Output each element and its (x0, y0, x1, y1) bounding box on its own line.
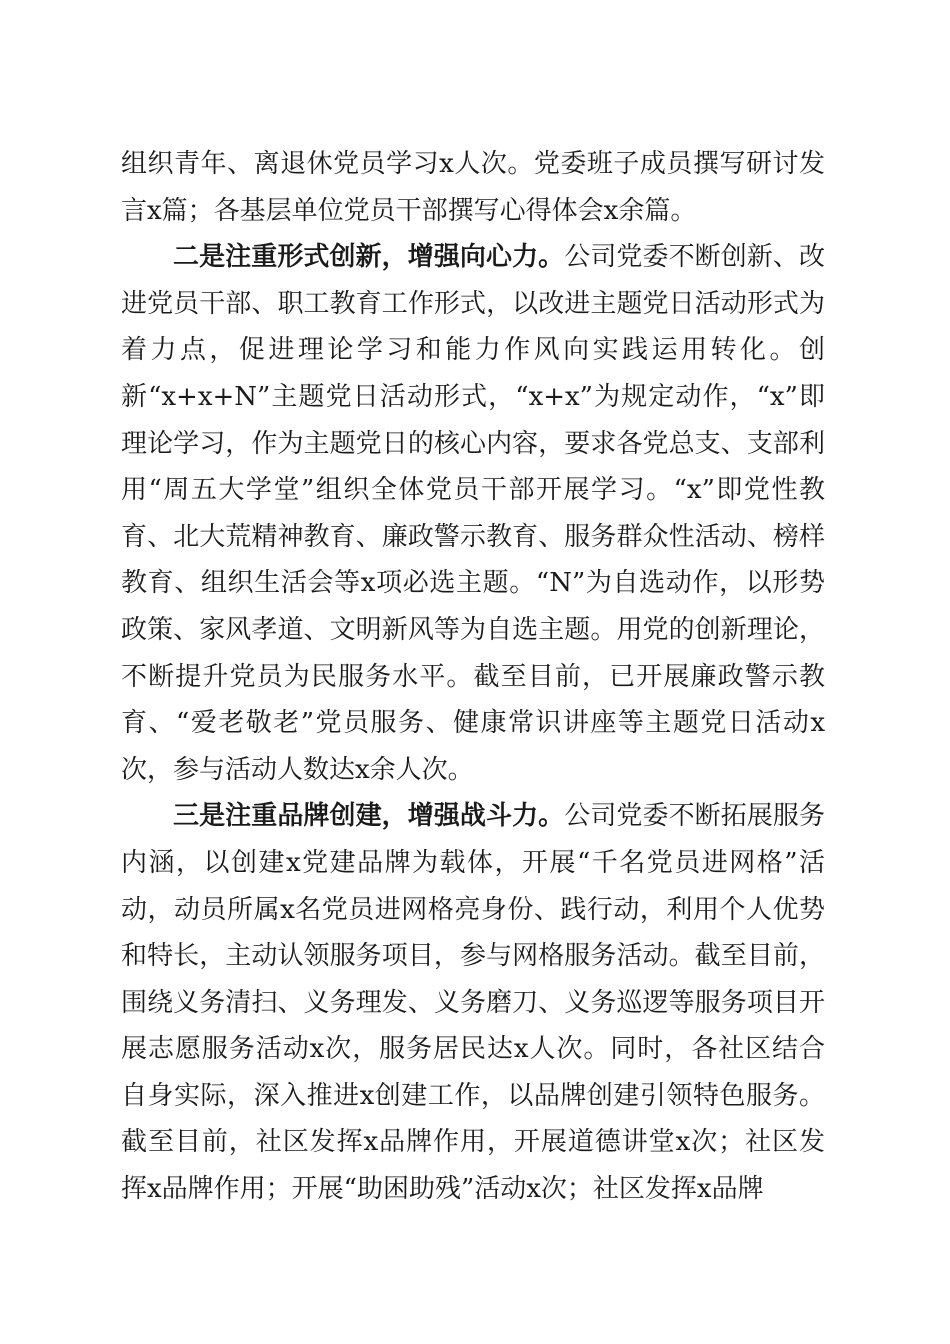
paragraph-2 (121, 234, 825, 793)
paragraph-3 (121, 793, 825, 1212)
document-body (121, 141, 825, 1213)
paragraph-1-text: 组织青年、离退休党员学习x人次。党委班子成员撰写研讨发言x篇；各基层单位党员干部撰写心得体会x余篇。 (121, 149, 825, 226)
paragraph-3-text: 公司党委不断拓展服务内涵，以创建x党建品牌为载体，开展“千名党员进网格”活动，动员所属x名党员进网格亮身份、践行动，利用个人优势和特长，主动认领服务项目，参与网格服务活动。截至目前，围绕义务清扫、义务理发、义务磨刀、义务巡逻等服务项目开展志愿服务活动x次，服务居民达x人次。同时，各社区结合自身实际，深入推进x创建工作，以品牌创建引领特色服务。截至目前，社区发挥x品牌作用，开展道德讲堂x次；社区发挥x品牌作用；开展“助困助残”活动x次；社区发挥x品牌 (121, 801, 825, 1205)
paragraph-2-lead: 二是注重形式创新，增强向心力。 (173, 242, 565, 273)
paragraph-3-lead: 三是注重品牌创建，增强战斗力。 (173, 801, 565, 832)
paragraph-2-text: 公司党委不断创新、改进党员干部、职工教育工作形式，以改进主题党日活动形式为着力点，促进理论学习和能力作风向实践运用转化。创新“x+x+N”主题党日活动形式，“x+x”为规定动作，“x”即理论学习，作为主题党日的核心内容，要求各党总支、支部利用“周五大学堂”组织全体党员干部开展学习。“x”即党性教育、北大荒精神教育、廉政警示教育、服务群众性活动、榜样教育、组织生活会等x项必选主题。“N”为自选动作，以形势政策、家风孝道、文明新风等为自选主题。用党的创新理论，不断提升党员为民服务水平。截至目前，已开展廉政警示教育、“爱老敬老”党员服务、健康常识讲座等主题党日活动x次，参与活动人数达x余人次。 (121, 242, 825, 785)
paragraph-1 (121, 141, 825, 234)
